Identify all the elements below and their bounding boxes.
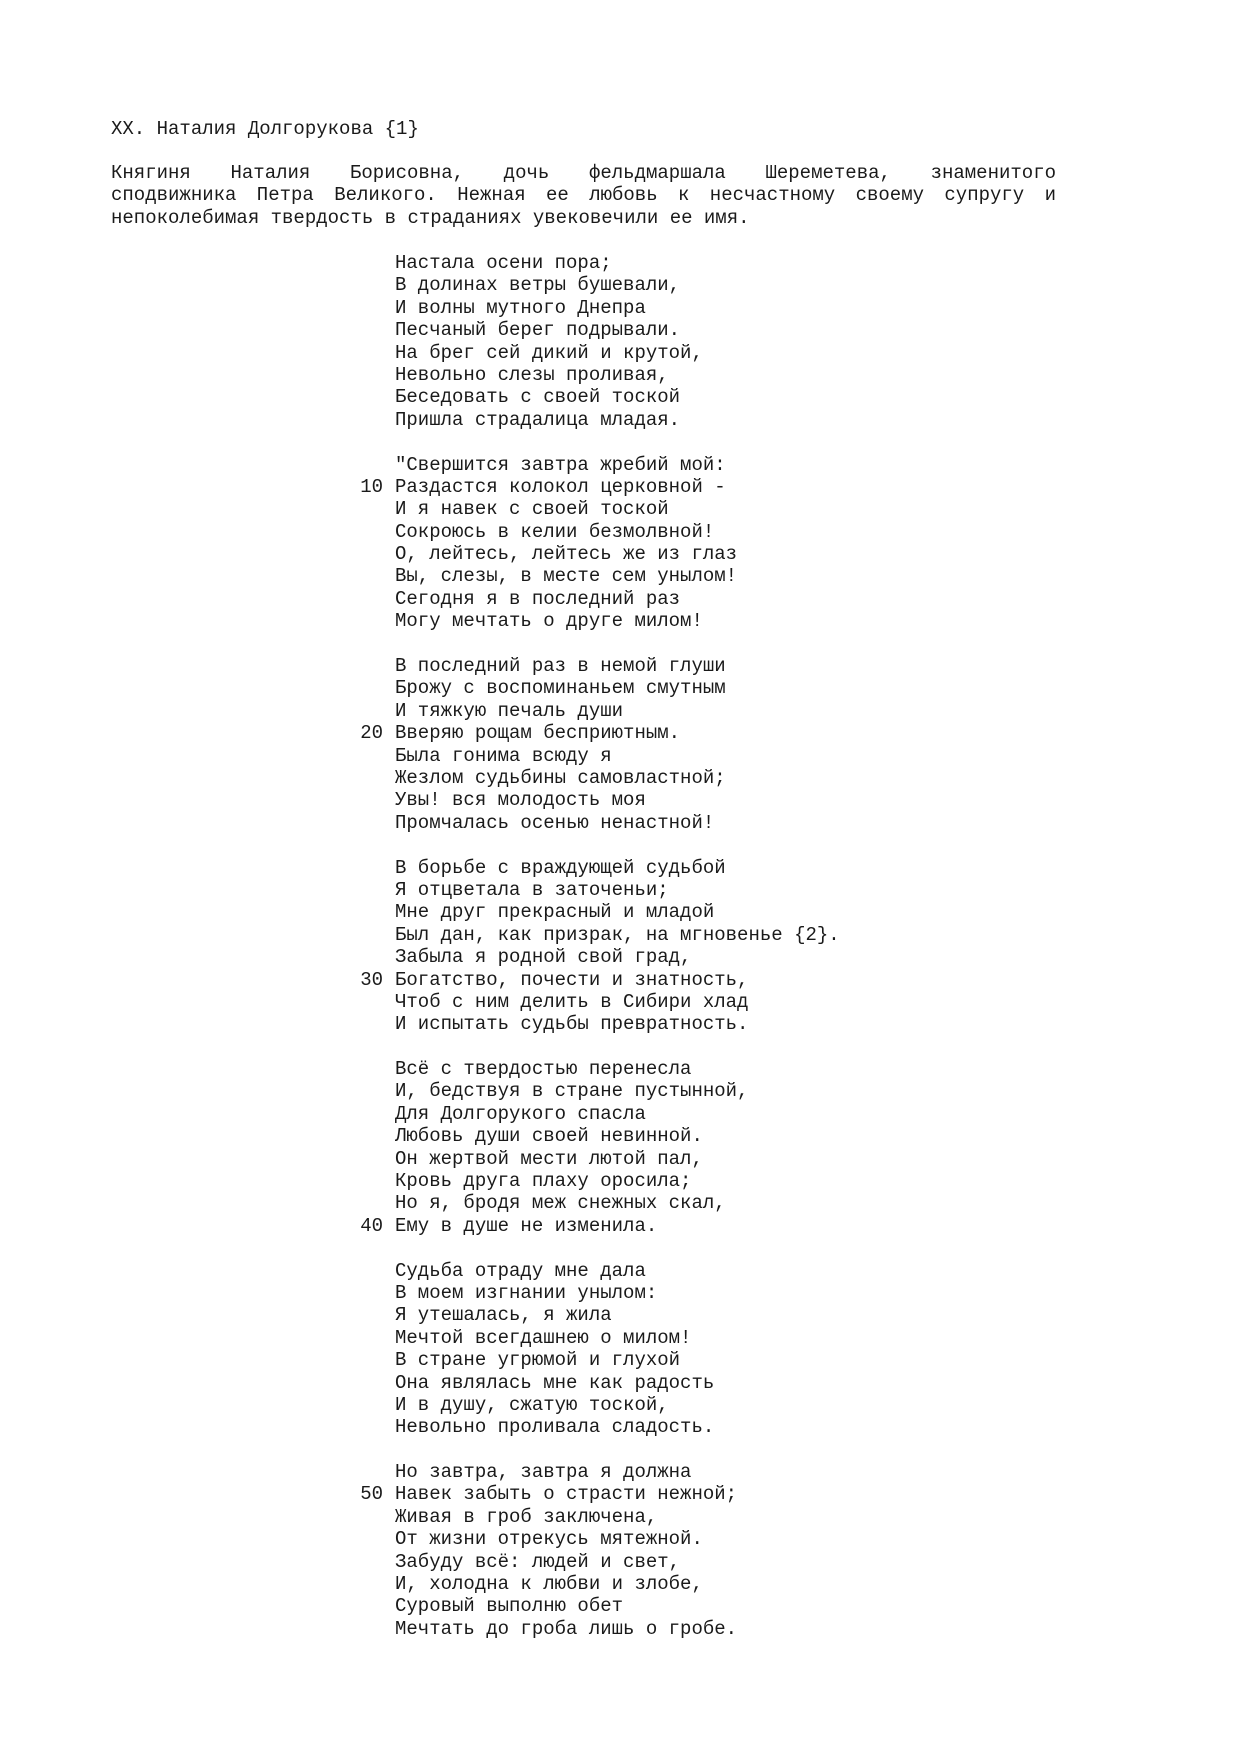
poem-line <box>353 454 798 476</box>
poem-line-text: Я утешалась, я жила <box>395 1304 612 1327</box>
poem-line-text: Мечтой всегдашнею о милом! <box>395 1326 692 1349</box>
poem-line <box>353 342 798 364</box>
poem-line <box>353 1013 798 1035</box>
poem-line <box>353 364 798 386</box>
poem-line-text: Раздастся колокол церковной - 10 <box>360 475 726 498</box>
poem-line-text: Он жертвой мести лютой пал, <box>395 1147 703 1170</box>
intro-line: Княгиня Наталия Борисовна, дочь фельдмаршала Шереметева, знаменитого <box>111 162 1056 184</box>
poem-line-text: "Свершится завтра жребий мой: <box>395 453 726 476</box>
intro-line: сподвижника Петра Великого. Нежная ее любовь к несчастному своему супругу и <box>111 184 1056 207</box>
line-number: 40 <box>360 1214 383 1237</box>
poem-line-text: Любовь души своей невинной. <box>395 1125 703 1148</box>
intro-paragraph <box>111 162 1056 229</box>
poem-line-text: Богатство, почести и знатность, 30 <box>360 968 749 991</box>
poem-line <box>353 812 798 834</box>
poem-line-text: Сокроюсь в келии безмолвной! <box>395 520 715 543</box>
poem-line <box>353 476 798 498</box>
poem-line <box>353 1282 798 1304</box>
poem-line <box>353 1506 798 1528</box>
page-title: XX. Наталия Долгорукова {1} <box>111 118 419 140</box>
poem-line-text: В стране угрюмой и глухой <box>395 1349 681 1372</box>
poem-line <box>353 1103 798 1125</box>
poem-line-text: В долинах ветры бушевали, <box>395 274 681 297</box>
poem-line-text: И тяжкую печаль души <box>395 699 624 722</box>
poem-line <box>353 297 798 319</box>
poem-line-text: Мне друг прекрасный и младой <box>395 901 715 924</box>
poem-line-text: Забуду всё: людей и свет, <box>395 1550 681 1573</box>
poem-line <box>353 1170 798 1192</box>
poem-line-text: Была гонима всюду я <box>395 744 612 767</box>
poem-line-text: И, бедствуя в стране пустынной, <box>395 1080 749 1103</box>
poem-line-text: О, лейтесь, лейтесь же из глаз <box>395 543 738 566</box>
poem-line-text: Кровь друга плаху оросила; <box>395 1170 692 1193</box>
poem-line <box>353 1080 798 1102</box>
poem-stanza <box>353 856 840 1036</box>
poem-line-text: Невольно слезы проливая, <box>395 363 669 386</box>
poem-line <box>353 1573 798 1595</box>
poem-line-text: В последний раз в немой глуши <box>395 655 726 678</box>
poem-line <box>353 319 798 341</box>
poem-line <box>353 498 798 520</box>
poem-line <box>353 1528 798 1550</box>
poem-line <box>353 991 798 1013</box>
poem-line <box>353 857 798 879</box>
poem-line-text: Мечтать до гроба лишь о гробе. <box>395 1617 738 1640</box>
line-number: 30 <box>360 968 383 991</box>
poem-line <box>353 1260 798 1282</box>
poem-line-text: Она являлась мне как радость <box>395 1371 715 1394</box>
poem-line <box>353 1304 798 1326</box>
poem-stanza <box>353 655 798 834</box>
poem-line <box>353 1483 798 1505</box>
poem-line <box>353 1125 798 1147</box>
poem-line <box>353 1461 798 1483</box>
poem-line <box>353 700 798 722</box>
line-number: 50 <box>360 1483 383 1506</box>
poem-line-text: И волны мутного Днепра <box>395 296 646 319</box>
poem-line-text: Увы! вся молодость моя <box>395 789 646 812</box>
poem-stanza <box>353 1058 798 1237</box>
poem-line <box>353 409 798 431</box>
poem-line <box>353 1416 798 1438</box>
poem-line <box>353 588 798 610</box>
poem-line <box>353 745 798 767</box>
poem-line <box>353 274 798 296</box>
poem-line <box>353 655 798 677</box>
poem-line <box>353 901 798 923</box>
poem-line <box>353 1595 798 1617</box>
poem-line-text: В моем изгнании унылом: <box>395 1281 658 1304</box>
poem-line <box>353 1148 798 1170</box>
poem-line-text: Вы, слезы, в месте сем унылом! <box>395 565 738 588</box>
poem-line-text: Брожу с воспоминаньем смутным <box>395 677 726 700</box>
poem-line-text: Был дан, как призрак, на мгновенье {2}. <box>395 923 840 946</box>
poem-line <box>353 610 798 632</box>
poem-line-text: Ему в душе не изменила. 40 <box>360 1214 658 1237</box>
poem-line-text: Вверяю рощам бесприютным. 20 <box>360 722 681 745</box>
poem <box>353 252 840 1663</box>
poem-line-text: Суровый выполню обет <box>395 1595 624 1618</box>
poem-line-text: На брег сей дикий и крутой, <box>395 341 703 364</box>
poem-line-text: И, холодна к любви и злобе, <box>395 1573 703 1596</box>
poem-line <box>353 789 798 811</box>
poem-line <box>353 1327 798 1349</box>
poem-line <box>353 946 798 968</box>
poem-line-text: Для Долгорукого спасла <box>395 1102 646 1125</box>
poem-line-text: Жезлом судьбины самовластной; <box>395 766 726 789</box>
poem-stanza <box>353 1260 798 1439</box>
poem-line <box>353 722 798 744</box>
poem-line <box>353 565 798 587</box>
poem-line-text: Промчалась осенью ненастной! <box>395 811 715 834</box>
poem-line <box>353 543 798 565</box>
poem-line-text: Но завтра, завтра я должна <box>395 1461 692 1484</box>
line-number: 20 <box>360 722 383 745</box>
poem-line <box>353 767 798 789</box>
poem-stanza <box>353 1461 798 1640</box>
poem-line-text: Песчаный берег подрывали. <box>395 319 681 342</box>
poem-line <box>353 1215 798 1237</box>
poem-line-text: Я отцветала в заточеньи; <box>395 878 669 901</box>
poem-line-text: Судьба отраду мне дала <box>395 1259 646 1282</box>
line-number: 10 <box>360 475 383 498</box>
poem-stanza <box>353 252 798 431</box>
poem-line-text: И испытать судьбы превратность. <box>395 1013 749 1036</box>
poem-line-text: Чтоб с ним делить в Сибири хлад <box>395 990 749 1013</box>
poem-line-text: Беседовать с своей тоской <box>395 386 681 409</box>
poem-line-text: Живая в гроб заключена, <box>395 1505 658 1528</box>
poem-line <box>353 252 798 274</box>
poem-line-text: Невольно проливала сладость. <box>395 1416 715 1439</box>
poem-line <box>353 1192 798 1214</box>
poem-line <box>353 1058 798 1080</box>
poem-line-text: Навек забыть о страсти нежной; 50 <box>360 1483 738 1506</box>
poem-line-text: И я навек с своей тоской <box>395 498 669 521</box>
poem-line <box>353 386 798 408</box>
poem-line-text: Пришла страдалица младая. <box>395 408 681 431</box>
poem-line-text: От жизни отрекусь мятежной. <box>395 1528 703 1551</box>
poem-line <box>353 677 798 699</box>
poem-line-text: Всё с твердостью перенесла <box>395 1058 692 1081</box>
poem-line <box>353 1551 798 1573</box>
intro-line: непоколебимая твердость в страданиях увековечили ее имя. <box>111 206 750 229</box>
poem-stanza <box>353 454 798 633</box>
poem-line <box>353 1618 798 1640</box>
poem-line <box>353 969 798 991</box>
poem-line-text: В борьбе с враждующей судьбой <box>395 856 726 879</box>
poem-line-text: Сегодня я в последний раз <box>395 587 681 610</box>
poem-line <box>353 1349 798 1371</box>
poem-line <box>353 923 840 946</box>
poem-line-text: Настала осени пора; <box>395 252 612 274</box>
poem-line <box>353 521 798 543</box>
poem-line <box>353 1372 798 1394</box>
poem-line <box>353 879 798 901</box>
poem-line-text: Могу мечтать о друге милом! <box>395 610 703 633</box>
poem-line-text: Забыла я родной свой град, <box>395 946 692 969</box>
poem-line-text: Но я, бродя меж снежных скал, <box>395 1192 726 1215</box>
poem-line-text: И в душу, сжатую тоской, <box>395 1393 669 1416</box>
poem-line <box>353 1394 798 1416</box>
